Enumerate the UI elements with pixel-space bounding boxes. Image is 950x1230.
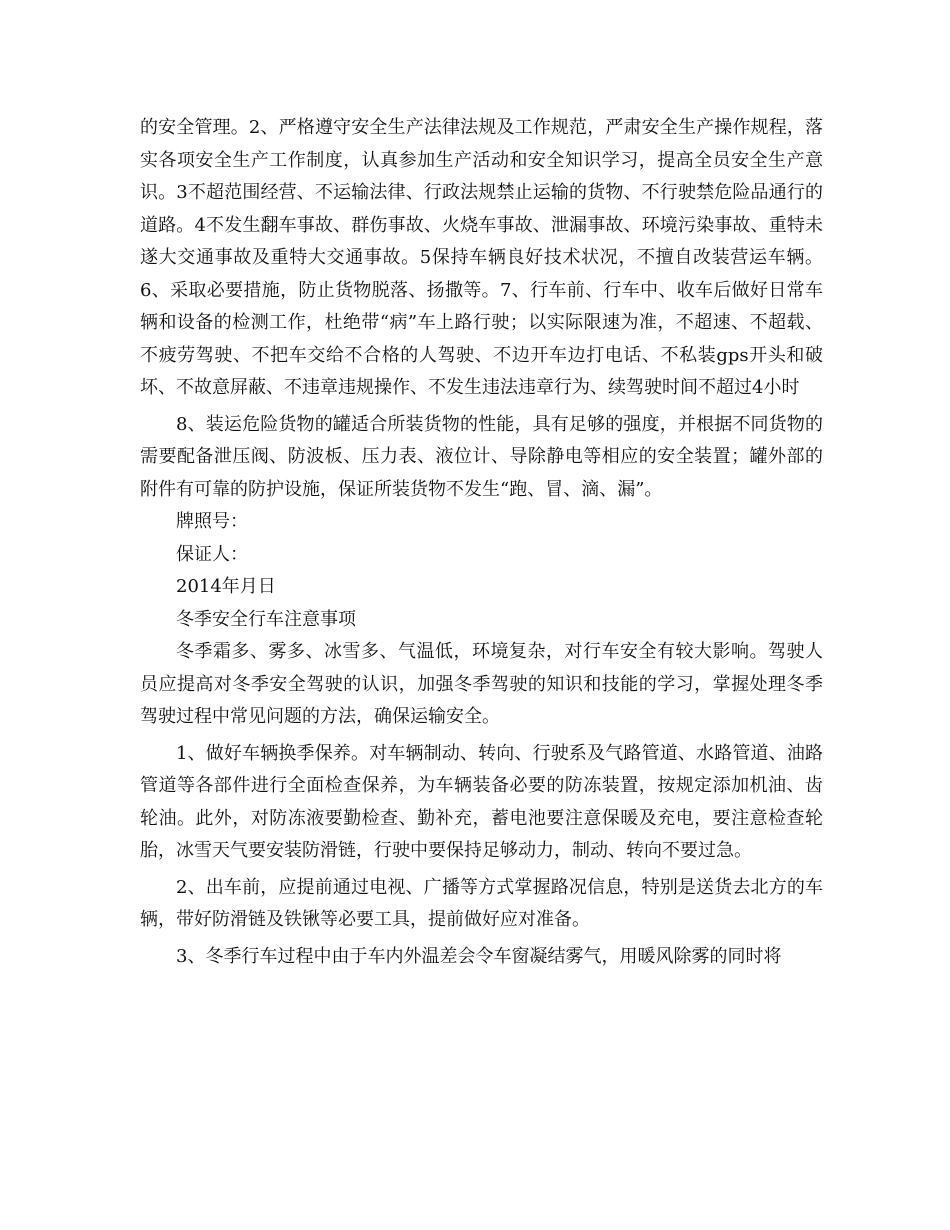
guarantor-line: 保证人：	[176, 543, 248, 565]
paragraph-tank-requirements: 8、装运危险货物的罐适合所装货物的性能，具有足够的强度，并根据不同货物的需要配备泄压阀、防波板、压力表、液位计、导除静电等相应的安全装置；罐外部的附件有可靠的防护设施，保证所装货物不发生“跑、冒、滴、漏”。	[140, 413, 823, 500]
paragraph-item-2: 2、出车前，应提前通过电视、广播等方式掌握路况信息，特别是送货去北方的车辆，带好防滑链及铁锹等必要工具，提前做好应对准备。	[140, 876, 823, 930]
date-line: 2014年月日	[176, 576, 276, 597]
license-plate-line: 牌照号：	[176, 511, 248, 532]
paragraph-item-1: 1、做好车辆换季保养。对车辆制动、转向、行驶系及气路管道、水路管道、油路管道等各部件进行全面检查保养，为车辆装备必要的防冻装置，按规定添加机油、齿轮油。此外，对防冻液要勤检查、勤补充，蓄电池要注意保暖及充电，要注意检查轮胎，冰雪天气要安装防滑链，行驶中要保持足够动力，制动、转向不要过急。	[140, 742, 823, 861]
section-title: 冬季安全行车注意事项	[176, 608, 356, 630]
paragraph-winter-intro: 冬季霜多、雾多、冰雪多、气温低，环境复杂，对行车安全有较大影响。驾驶人员应提高对冬季安全驾驶的认识，加强冬季驾驶的知识和技能的学习，掌握处理冬季驾驶过程中常见问题的方法，确保运输安全。	[140, 641, 823, 727]
paragraph-item-3: 3、冬季行车过程中由于车内外温差会令车窗凝结雾气，用暖风除雾的同时将	[176, 945, 782, 967]
paragraph-safety-commitments: 的安全管理。2、严格遵守安全生产法律法规及工作规范，严肃安全生产操作规程，落实各项安全生产工作制度，认真参加生产活动和安全知识学习，提高全员安全生产意识。3不超范围经营、不运输法律、行政法规禁止运输的货物、不行驶禁危险品通行的道路。4不发生翻车事故、群伤事故、火烧车事故、泄漏事故、环境污染事故、重特未遂大交通事故及重特大交通事故。5保持车辆良好技术状况，不擅自改装营运车辆。6、采取必要措施，防止货物脱落、扬撒等。7、行车前、行车中、收车后做好日常车辆和设备的检测工作，杜绝带“病”车上路行驶；以实际限速为准，不超速、不超载、不疲劳驾驶、不把车交给不合格的人驾驶、不边开车边打电话、不私装gps开头和破坏、不故意屏蔽、不违章违规操作、不发生违法违章行为、续驾驶时间不超过4小时	[140, 117, 823, 398]
document-body	[140, 112, 823, 973]
